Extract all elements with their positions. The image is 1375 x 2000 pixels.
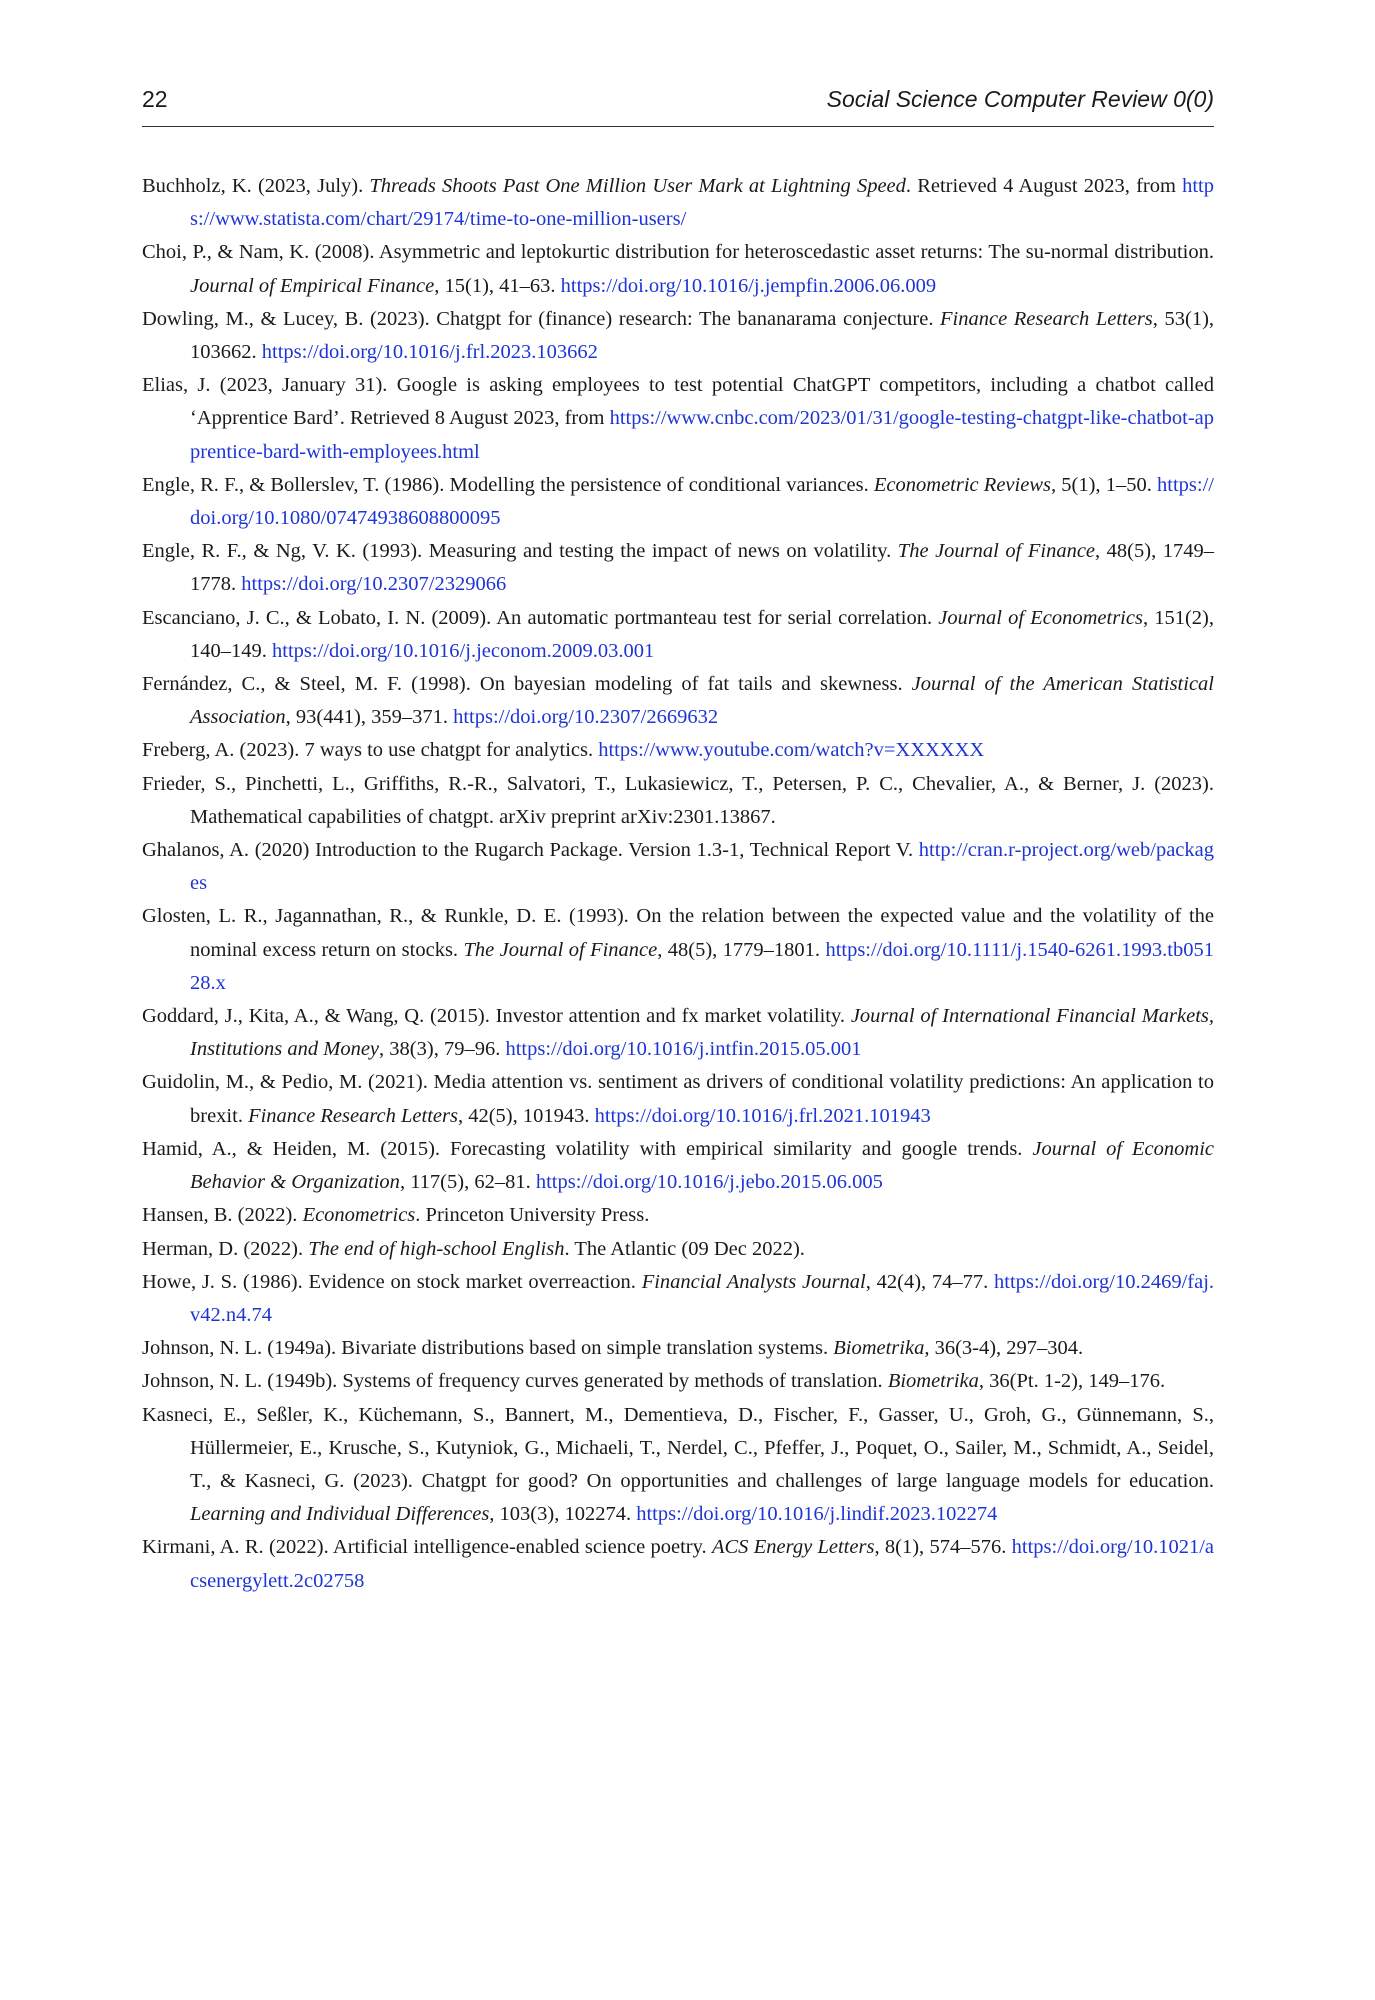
reference-title: Finance Research Letters (248, 1104, 458, 1127)
page (142, 86, 1214, 1598)
reference-text: Choi, P., & Nam, K. (2008). Asymmetric and leptokurtic distribution for heteroscedastic asset returns: The su-normal distribution. (142, 241, 1214, 264)
reference-title: Financial Analysts Journal (641, 1270, 866, 1293)
reference-entry (142, 1365, 1214, 1398)
reference-entry (142, 602, 1214, 668)
reference-title: Journal of Econometrics (938, 606, 1143, 629)
reference-entry (142, 535, 1214, 601)
reference-link[interactable]: https://doi.org/10.1080/07474938608800095 (190, 473, 1214, 530)
reference-text: Hansen, B. (2022). (142, 1204, 303, 1227)
reference-link[interactable]: https://www.youtube.com/watch?v=XXXXXX (598, 739, 985, 762)
reference-link[interactable]: https://doi.org/10.1016/j.lindif.2023.102274 (636, 1503, 998, 1526)
reference-entry (142, 1133, 1214, 1199)
reference-link[interactable]: https://doi.org/10.1016/j.frl.2023.103662 (261, 341, 598, 364)
reference-details: , 93(441), 359–371. (285, 706, 454, 729)
reference-details: . Princeton University Press. (415, 1204, 650, 1227)
reference-entry (142, 1199, 1214, 1232)
reference-link[interactable]: https://doi.org/10.1016/j.intfin.2015.05.001 (505, 1038, 862, 1061)
reference-text: Ghalanos, A. (2020) Introduction to the Rugarch Package. Version 1.3-1, Technical Report V. (142, 839, 919, 862)
reference-details: , 48(5), 1749–1778. (190, 540, 1214, 596)
reference-title: ACS Energy Letters (711, 1536, 875, 1559)
journal-title: Social Science Computer Review 0(0) (826, 86, 1214, 112)
reference-details: , 53(1), 103662. (190, 307, 1215, 364)
reference-entry (142, 1066, 1214, 1132)
reference-details: , 15(1), 41–63. (434, 274, 561, 297)
reference-entry (142, 469, 1214, 535)
reference-title: Journal of Empirical Finance (190, 274, 435, 297)
reference-list (142, 170, 1214, 1598)
reference-entry (142, 369, 1214, 469)
reference-link[interactable]: https://www.statista.com/chart/29174/time-to-one-million-users/ (190, 175, 1214, 231)
reference-details: , 8(1), 574–576. (874, 1536, 1012, 1559)
reference-link[interactable]: https://doi.org/10.1016/j.jempfin.2006.06.009 (560, 274, 937, 297)
reference-details: , 42(4), 74–77. (865, 1270, 995, 1293)
reference-text: Freberg, A. (2023). 7 ways to use chatgpt for analytics. (142, 739, 599, 762)
reference-title: The end of high-school English (308, 1237, 565, 1260)
reference-text: Hamid, A., & Heiden, M. (2015). Forecasting volatility with empirical similarity and google trends. (142, 1137, 1033, 1160)
reference-text: Herman, D. (2022). (142, 1237, 309, 1260)
reference-link[interactable]: https://doi.org/10.2469/faj.v42.n4.74 (190, 1270, 1215, 1326)
reference-link[interactable]: https://doi.org/10.1016/j.jebo.2015.06.005 (535, 1171, 883, 1194)
reference-entry (142, 1332, 1214, 1365)
reference-entry (142, 768, 1214, 834)
reference-entry (142, 1266, 1214, 1332)
reference-text: Guidolin, M., & Pedio, M. (2021). Media attention vs. sentiment as drivers of conditional volatility predictions: An application to brexit. (142, 1071, 1214, 1127)
reference-title: The Journal of Finance (897, 540, 1096, 563)
reference-title: Journal of Economic Behavior & Organization (190, 1137, 1214, 1194)
reference-text: Kirmani, A. R. (2022). Artificial intelligence-enabled science poetry. (142, 1536, 712, 1559)
reference-details: , 5(1), 1–50. (1050, 473, 1158, 496)
reference-entry (142, 900, 1214, 1000)
reference-link[interactable]: https://www.cnbc.com/2023/01/31/google-testing-chatgpt-like-chatbot-apprentice-bard-with-employees.html (190, 407, 1215, 463)
reference-link[interactable]: https://doi.org/10.1111/j.1540-6261.1993.tb05128.x (190, 938, 1214, 994)
reference-text: Fernández, C., & Steel, M. F. (1998). On bayesian modeling of fat tails and skewness. (142, 673, 912, 696)
reference-text: Buchholz, K. (2023, July). (142, 175, 370, 197)
reference-link[interactable]: https://doi.org/10.1021/acsenergylett.2c02758 (190, 1536, 1215, 1592)
reference-text: Engle, R. F., & Bollerslev, T. (1986). Modelling the persistence of conditional variances. (142, 473, 874, 496)
reference-title: Learning and Individual Differences (190, 1503, 490, 1526)
reference-link[interactable]: https://doi.org/10.2307/2329066 (241, 573, 507, 596)
reference-details: , 42(5), 101943. (457, 1104, 595, 1127)
reference-details: , 151(2), 140–149. (190, 606, 1214, 662)
reference-entry (142, 303, 1214, 369)
reference-entry (142, 668, 1214, 734)
reference-text: Johnson, N. L. (1949b). Systems of frequency curves generated by methods of translation. (142, 1370, 888, 1393)
reference-entry (142, 170, 1214, 236)
reference-details: , 38(3), 79–96. (379, 1038, 506, 1061)
reference-entry (142, 1233, 1214, 1266)
reference-details: , 36(3-4), 297–304. (924, 1337, 1084, 1360)
reference-text: Elias, J. (2023, January 31). Google is asking employees to test potential ChatGPT competitors, including a chatbot called ‘Apprentice Bard’. Retrieved 8 August 2023, from (142, 374, 1214, 430)
reference-title: The Journal of Finance (463, 938, 658, 961)
reference-title: Journal of International Financial Markets, Institutions and Money (190, 1005, 1214, 1061)
reference-text: Frieder, S., Pinchetti, L., Griffiths, R.-R., Salvatori, T., Lukasiewicz, T., Petersen, P. C., Chevalier, A., & Berner, J. (2023). Mathematical capabilities of chatgpt. arXiv preprint arXiv:2301.13867. (142, 772, 1214, 828)
reference-link[interactable]: https://doi.org/10.2307/2669632 (453, 706, 719, 729)
reference-entry (142, 1000, 1214, 1066)
reference-title: Econometrics (302, 1204, 416, 1227)
page-number: 22 (142, 86, 168, 112)
reference-title: Econometric Reviews (873, 473, 1051, 496)
reference-title: Biometrika (833, 1337, 925, 1360)
reference-entry (142, 734, 1214, 767)
reference-title: Finance Research Letters (940, 307, 1153, 330)
reference-text: Dowling, M., & Lucey, B. (2023). Chatgpt for (finance) research: The bananarama conjecture. (142, 307, 941, 330)
reference-text: Glosten, L. R., Jagannathan, R., & Runkle, D. E. (1993). On the relation between the expected value and the volatility of the nominal excess return on stocks. (142, 905, 1214, 961)
running-header (142, 86, 1214, 127)
reference-details: , 48(5), 1779–1801. (657, 938, 826, 961)
reference-text: Howe, J. S. (1986). Evidence on stock market overreaction. (142, 1270, 642, 1293)
reference-text: Escanciano, J. C., & Lobato, I. N. (2009). An automatic portmanteau test for serial correlation. (142, 606, 939, 629)
reference-link[interactable]: https://doi.org/10.1016/j.jeconom.2009.03.001 (272, 639, 655, 662)
reference-text: Johnson, N. L. (1949a). Bivariate distributions based on simple translation systems. (142, 1337, 834, 1360)
reference-title: Journal of the American Statistical Association (190, 673, 1214, 729)
reference-details: , 117(5), 62–81. (399, 1171, 536, 1194)
reference-text: Engle, R. F., & Ng, V. K. (1993). Measuring and testing the impact of news on volatility. (142, 540, 898, 563)
reference-entry (142, 1531, 1214, 1597)
reference-details: , 36(Pt. 1-2), 149–176. (978, 1370, 1166, 1393)
reference-link[interactable]: http://cran.r-project.org/web/packages (190, 839, 1214, 895)
reference-entry (142, 834, 1214, 900)
reference-text: Goddard, J., Kita, A., & Wang, Q. (2015). Investor attention and fx market volatility. (142, 1005, 851, 1028)
reference-details: , 103(3), 102274. (489, 1503, 637, 1526)
reference-entry (142, 1399, 1214, 1532)
reference-title: Threads Shoots Past One Million User Mark at Lightning Speed (369, 175, 906, 197)
reference-link[interactable]: https://doi.org/10.1016/j.frl.2021.101943 (594, 1104, 931, 1127)
reference-title: Biometrika (887, 1370, 979, 1393)
reference-entry (142, 236, 1214, 302)
reference-details: . Retrieved 4 August 2023, from (905, 175, 1183, 197)
reference-details: . The Atlantic (09 Dec 2022). (564, 1237, 805, 1260)
reference-text: Kasneci, E., Seßler, K., Küchemann, S., Bannert, M., Dementieva, D., Fischer, F., Gasser, U., Groh, G., Günnemann, S., Hüllermeier, E., Krusche, S., Kutyniok, G., Michaeli, T., Nerdel, C., Pfeffer, J., Poquet, O., Sailer, M., Schmidt, A., Seidel, T., & Kasneci, G. (2023). Chatgpt for good? On opportunities and challenges of large language models for education. (142, 1403, 1214, 1492)
